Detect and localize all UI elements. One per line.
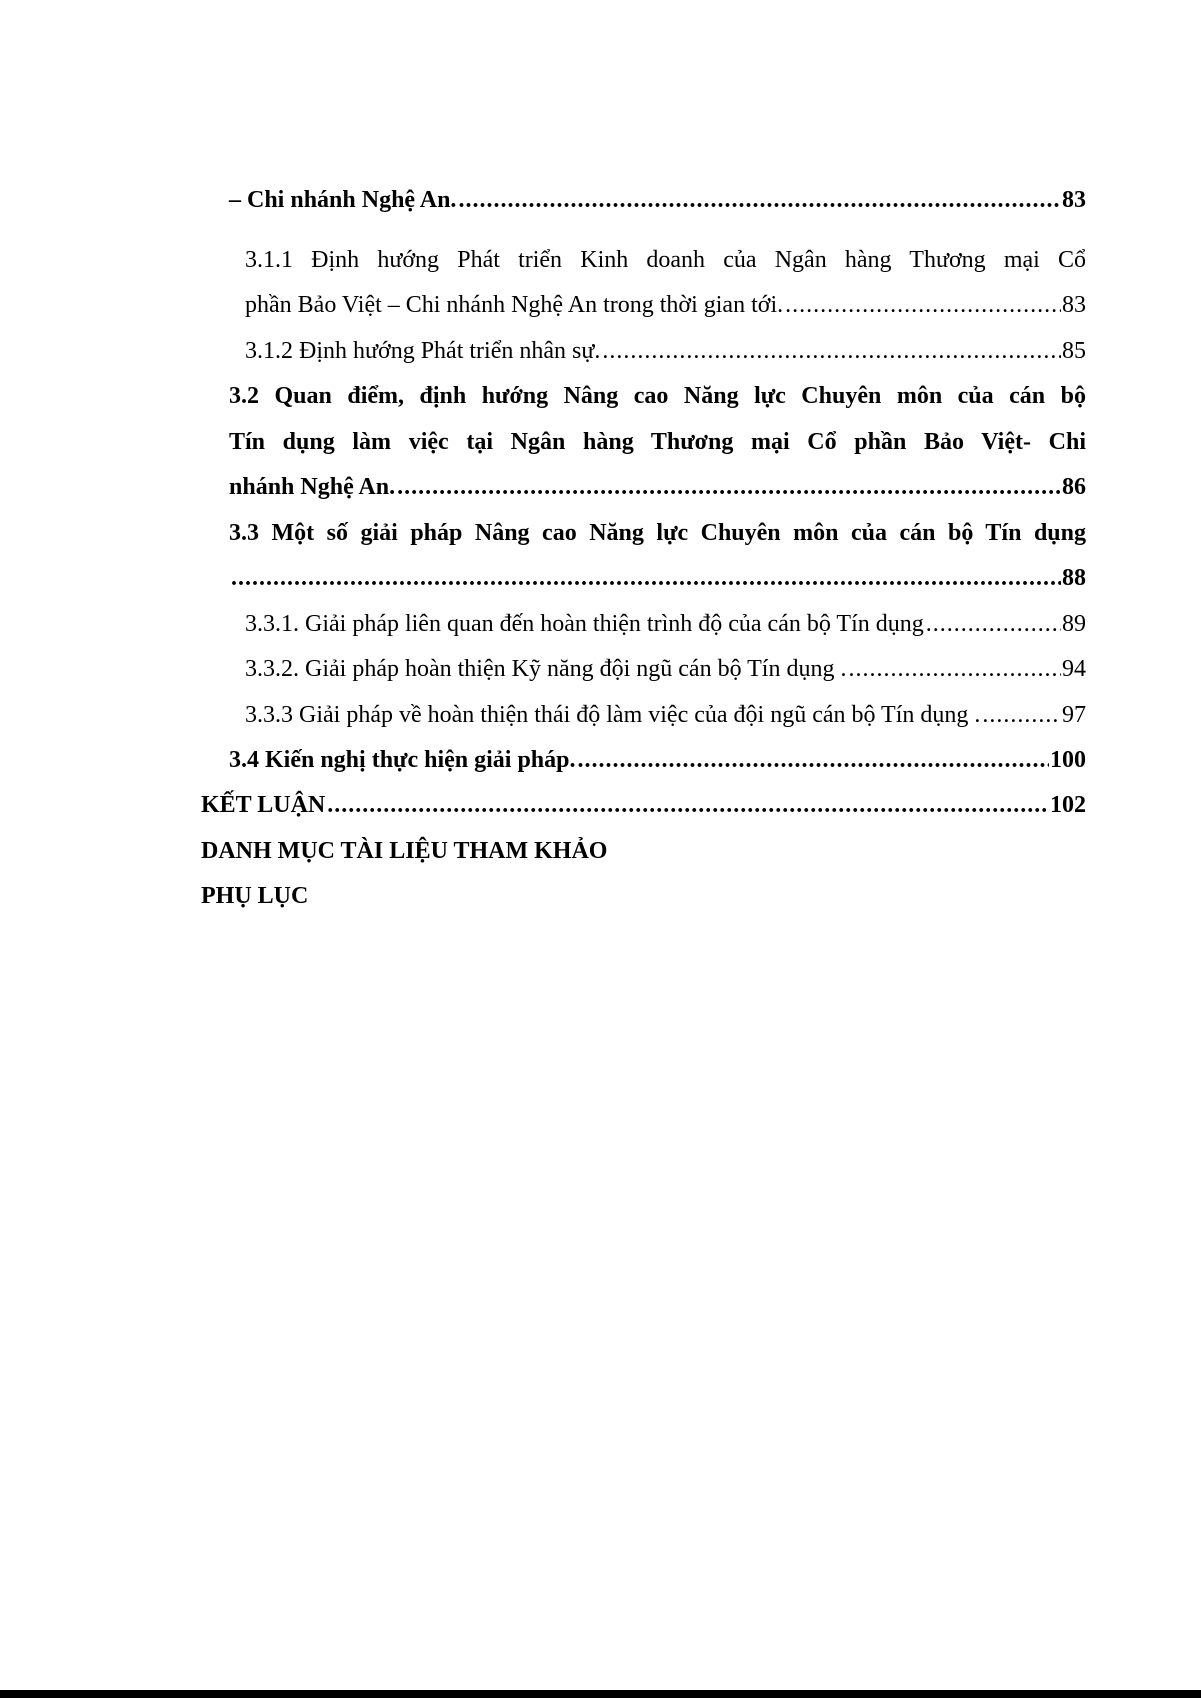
toc-entry-text: 3.3.3 Giải pháp về hoàn thiện thái độ làm việc của đội ngũ cán bộ Tín dụng .: [245, 702, 981, 728]
dot-leader: [926, 609, 1061, 639]
toc-page-number: 100: [1050, 747, 1086, 773]
toc-entry-3-3: [229, 518, 1086, 548]
toc-page-number: 83: [1062, 292, 1086, 318]
toc-entry-3-2-cont: [229, 427, 1086, 457]
toc-entry-text: 3.2 Quan điểm, định hướng Nâng cao Năng lực Chuyên môn của cán bộ: [229, 383, 1086, 409]
toc-entry-text: 3.3.2. Giải pháp hoàn thiện Kỹ năng đội ngũ cán bộ Tín dụng .: [245, 656, 847, 682]
toc-page-number: 94: [1062, 656, 1086, 682]
toc-entry-text: – Chi nhánh Nghệ An.: [229, 187, 457, 213]
dot-leader: [602, 336, 1061, 366]
toc-page-number: 89: [1062, 611, 1086, 637]
dot-leader: [231, 563, 1061, 593]
toc-page-number: 85: [1062, 338, 1086, 364]
toc-entry-ket-luan: [201, 790, 1086, 820]
toc-entry-text: KẾT LUẬN: [201, 792, 326, 818]
toc-entry-text: 3.4 Kiến nghị thực hiện giải pháp.: [229, 747, 576, 773]
toc-entry-3-1-1: [245, 245, 1086, 275]
dot-leader: [982, 700, 1061, 730]
toc-entry-3-2: [229, 381, 1086, 411]
toc-entry-text: 3.1.2 Định hướng Phát triển nhân sự.: [245, 338, 601, 364]
toc-page-number: 97: [1062, 702, 1086, 728]
toc-entry-3-3-3: [245, 700, 1086, 730]
dot-leader: [578, 745, 1050, 775]
toc-entry-3-1-2: [245, 336, 1086, 366]
toc-entry-3-1-1-cont: [245, 290, 1086, 320]
toc-entry-text: DANH MỤC TÀI LIỆU THAM KHẢO: [201, 838, 608, 864]
toc-entry-3-4: [229, 745, 1086, 775]
toc-entry-3-3-end: [229, 563, 1086, 593]
toc-page-number: 88: [1062, 565, 1086, 591]
dot-leader: [848, 654, 1061, 684]
toc-entry-text: PHỤ LỤC: [201, 883, 309, 909]
toc-entry-3-3-1: [245, 609, 1086, 639]
page-bottom-border: [0, 1690, 1201, 1698]
dot-leader: [327, 790, 1049, 820]
toc-entry-text: Tín dụng làm việc tại Ngân hàng Thương mại Cổ phần Bảo Việt- Chi: [229, 429, 1086, 455]
toc-entry-3-2-end: [229, 472, 1086, 502]
toc-entry-text: phần Bảo Việt – Chi nhánh Nghệ An trong thời gian tới.: [245, 292, 784, 318]
toc-page-number: 83: [1062, 187, 1086, 213]
toc-page-number: 86: [1062, 474, 1086, 500]
toc-entry-chi-nhanh: [229, 185, 1086, 215]
dot-leader: [458, 185, 1061, 215]
toc-entry-text: 3.1.1 Định hướng Phát triển Kinh doanh của Ngân hàng Thương mại Cổ: [245, 247, 1086, 273]
toc-entry-text: 3.3 Một số giải pháp Nâng cao Năng lực Chuyên môn của cán bộ Tín dụng: [229, 520, 1086, 546]
dot-leader: [785, 290, 1061, 320]
toc-page-number: 102: [1050, 792, 1086, 818]
toc-entry-text: 3.3.1. Giải pháp liên quan đến hoàn thiện trình độ của cán bộ Tín dụng: [245, 611, 924, 637]
toc-entry-phu-luc: [201, 881, 1086, 911]
toc-entry-text: nhánh Nghệ An.: [229, 474, 396, 500]
toc-entry-3-3-2: [245, 654, 1086, 684]
dot-leader: [397, 472, 1061, 502]
toc-entry-tai-lieu-tham-khao: [201, 836, 1086, 866]
